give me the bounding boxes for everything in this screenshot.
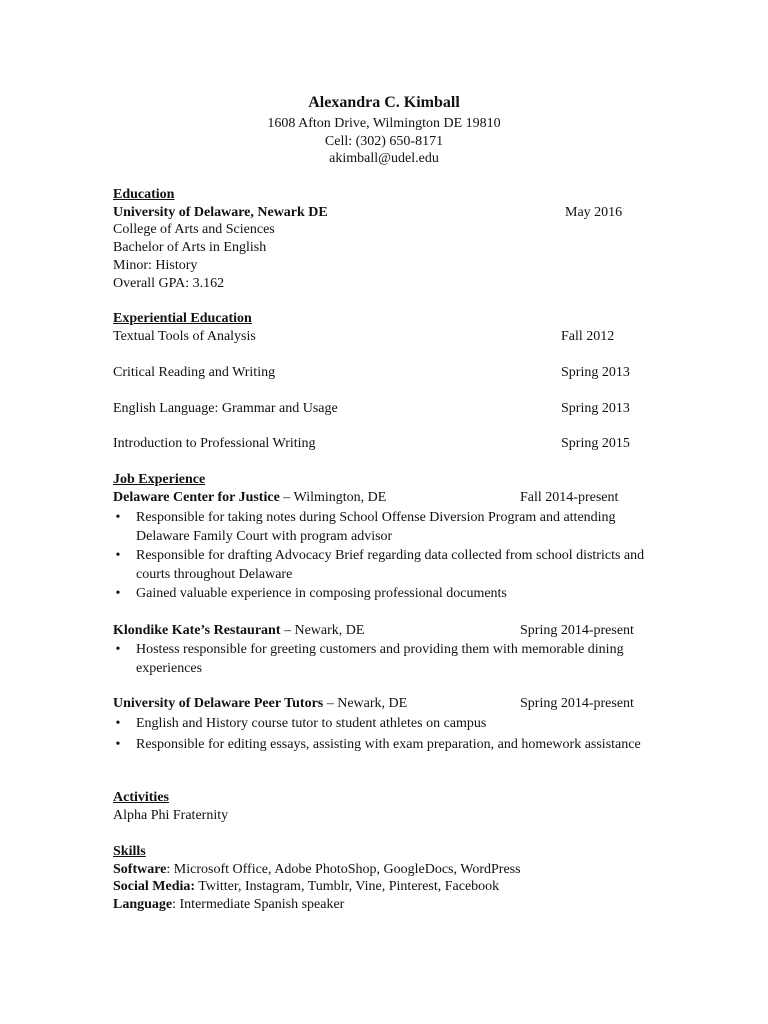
job-location: – Newark, DE xyxy=(280,623,365,638)
job-bullet: Responsible for taking notes during School Offense Diversion Program and attending Delaware Family Court with program advisor xyxy=(136,510,616,544)
education-college: College of Arts and Sciences xyxy=(113,222,275,237)
skills-software-value: : Microsoft Office, Adobe PhotoShop, GoogleDocs, WordPress xyxy=(166,862,521,877)
education-date: May 2016 xyxy=(565,205,623,220)
job-title-line xyxy=(113,695,407,713)
skills-social-label: Social Media: xyxy=(113,879,196,894)
course-title: Textual Tools of Analysis xyxy=(113,329,256,344)
course-term: Spring 2013 xyxy=(561,401,630,416)
course-title: English Language: Grammar and Usage xyxy=(113,401,338,416)
skills-language-value: : Intermediate Spanish speaker xyxy=(172,897,345,912)
bullet-marker: • xyxy=(115,716,121,731)
job-dates: Spring 2014-present xyxy=(520,696,634,711)
job-dates: Fall 2014-present xyxy=(520,490,619,505)
job-bullet: English and History course tutor to student athletes on campus xyxy=(136,716,487,731)
bullet-marker: • xyxy=(115,548,121,563)
skills-software xyxy=(113,861,521,879)
course-title: Introduction to Professional Writing xyxy=(113,436,316,451)
bullet-marker: • xyxy=(115,586,121,601)
course-term: Spring 2015 xyxy=(561,436,630,451)
skills-software-label: Software xyxy=(113,862,167,877)
address: 1608 Afton Drive, Wilmington DE 19810 xyxy=(267,116,501,131)
course-term: Fall 2012 xyxy=(561,329,615,344)
activity-item: Alpha Phi Fraternity xyxy=(113,808,229,823)
activities-heading: Activities xyxy=(113,790,169,805)
education-degree: Bachelor of Arts in English xyxy=(113,240,267,255)
experiential-heading: Experiential Education xyxy=(113,311,252,326)
job-employer: Klondike Kate’s Restaurant xyxy=(113,623,281,638)
phone: Cell: (302) 650-8171 xyxy=(324,134,444,149)
job-bullet: Responsible for drafting Advocacy Brief regarding data collected from school districts and courts throughout Delaware xyxy=(136,548,645,582)
course-term: Spring 2013 xyxy=(561,365,630,380)
job-bullet: Responsible for editing essays, assisting with exam preparation, and homework assistance xyxy=(136,737,641,752)
education-heading: Education xyxy=(113,187,175,202)
job-location: – Wilmington, DE xyxy=(279,490,387,505)
applicant-name: Alexandra C. Kimball xyxy=(308,94,460,111)
skills-language-label: Language xyxy=(113,897,173,912)
job-dates: Spring 2014-present xyxy=(520,623,634,638)
job-title-line xyxy=(113,622,364,640)
job-location: – Newark, DE xyxy=(323,696,408,711)
bullet-marker: • xyxy=(115,737,121,752)
job-bullet: Hostess responsible for greeting customers and providing them with memorable dining experiences xyxy=(136,642,624,676)
job-heading: Job Experience xyxy=(113,472,206,487)
education-school: University of Delaware, Newark DE xyxy=(113,205,328,220)
job-title-line xyxy=(113,489,386,507)
course-title: Critical Reading and Writing xyxy=(113,365,276,380)
job-employer: University of Delaware Peer Tutors xyxy=(113,696,324,711)
skills-language xyxy=(113,896,344,914)
skills-heading: Skills xyxy=(113,844,146,859)
bullet-marker: • xyxy=(115,642,121,657)
education-minor: Minor: History xyxy=(113,258,198,273)
education-gpa: Overall GPA: 3.162 xyxy=(113,276,225,291)
skills-social-value: Twitter, Instagram, Tumblr, Vine, Pinterest, Facebook xyxy=(195,879,500,894)
job-bullet: Gained valuable experience in composing professional documents xyxy=(136,586,507,601)
job-employer: Delaware Center for Justice xyxy=(113,490,280,505)
bullet-marker: • xyxy=(115,510,121,525)
email: akimball@udel.edu xyxy=(329,151,439,166)
skills-social xyxy=(113,878,499,896)
